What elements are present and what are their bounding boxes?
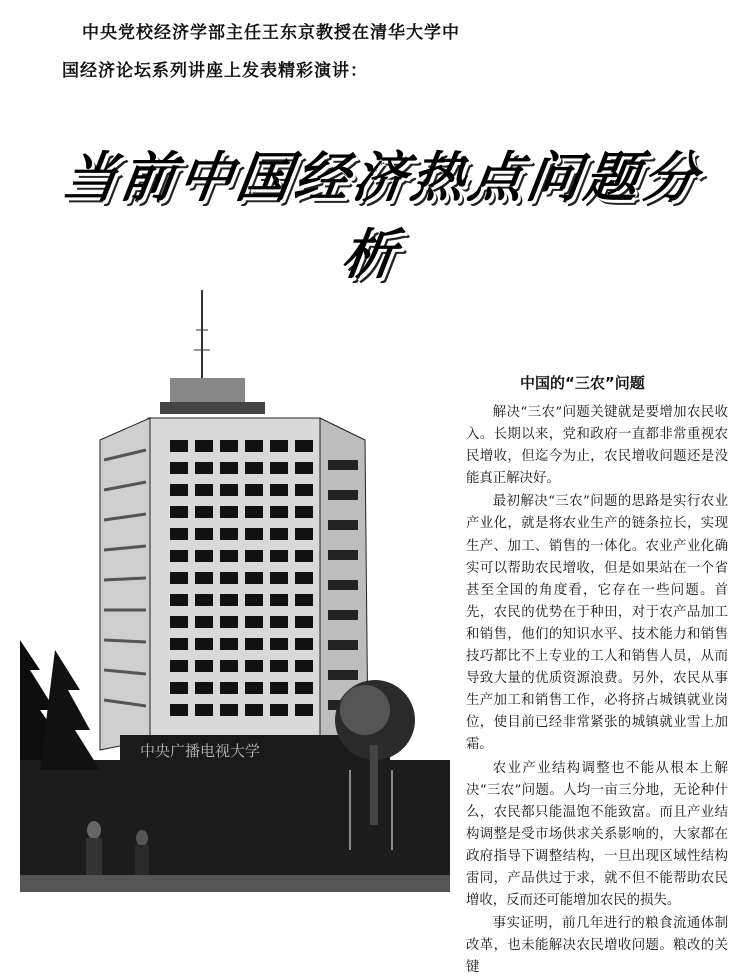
intro-text	[62, 14, 622, 90]
paragraph: 解决“三农”问题关键就是要增加农民收入。长期以来，党和政府一直都非常重视农民增收，但迄今为止，农民增收问题还是没能真正解决好。	[466, 405, 728, 487]
section-heading: 中国的“三农”问题	[520, 374, 645, 392]
article-title: 当前中国经济热点问题分析	[58, 146, 706, 286]
intro-line-1: 中央党校经济学部主任王东京教授在清华大学中	[82, 23, 460, 43]
intro-line-2: 国经济论坛系列讲座上发表精彩演讲：	[62, 61, 368, 81]
building-photo	[20, 290, 450, 892]
paragraph: 事实证明，前几年进行的粮食流通体制改革，也未能解决农民增收问题。粮改的关键	[466, 916, 728, 976]
paragraph: 农业产业结构调整也不能从根本上解决“三农”问题。人均一亩三分地，无论种什么，农民都只能温饱不能致富。而且产业结构调整是受市场供求关系影响的，大家都在政府指导下调整结构，一旦出现区域性结构雷同，产品供过于求，就不但不能帮助农民增收，反而还可能增加农民的损失。	[466, 760, 728, 909]
building-sign: 中央广播电视大学	[140, 742, 261, 760]
paragraph: 最初解决“三农”问题的思路是实行农业产业化，就是将农业生产的链条拉长，实现生产、加工、销售的一体化。农业产业化确实可以帮助农民增收，但是如果站在一个省甚至全国的角度看，它存在一些问题。首先，农民的优势在于种田，对于农产品加工和销售，他们的知识水平、技术能力和销售技巧都比不上专业的工人和销售人员，从而导致大量的优质资源浪费。另外，农民从事生产加工和销售工作，必将挤占城镇就业岗位，使目前已经非常紧张的城镇就业雪上加霜。	[466, 494, 728, 753]
article-body	[466, 402, 728, 980]
